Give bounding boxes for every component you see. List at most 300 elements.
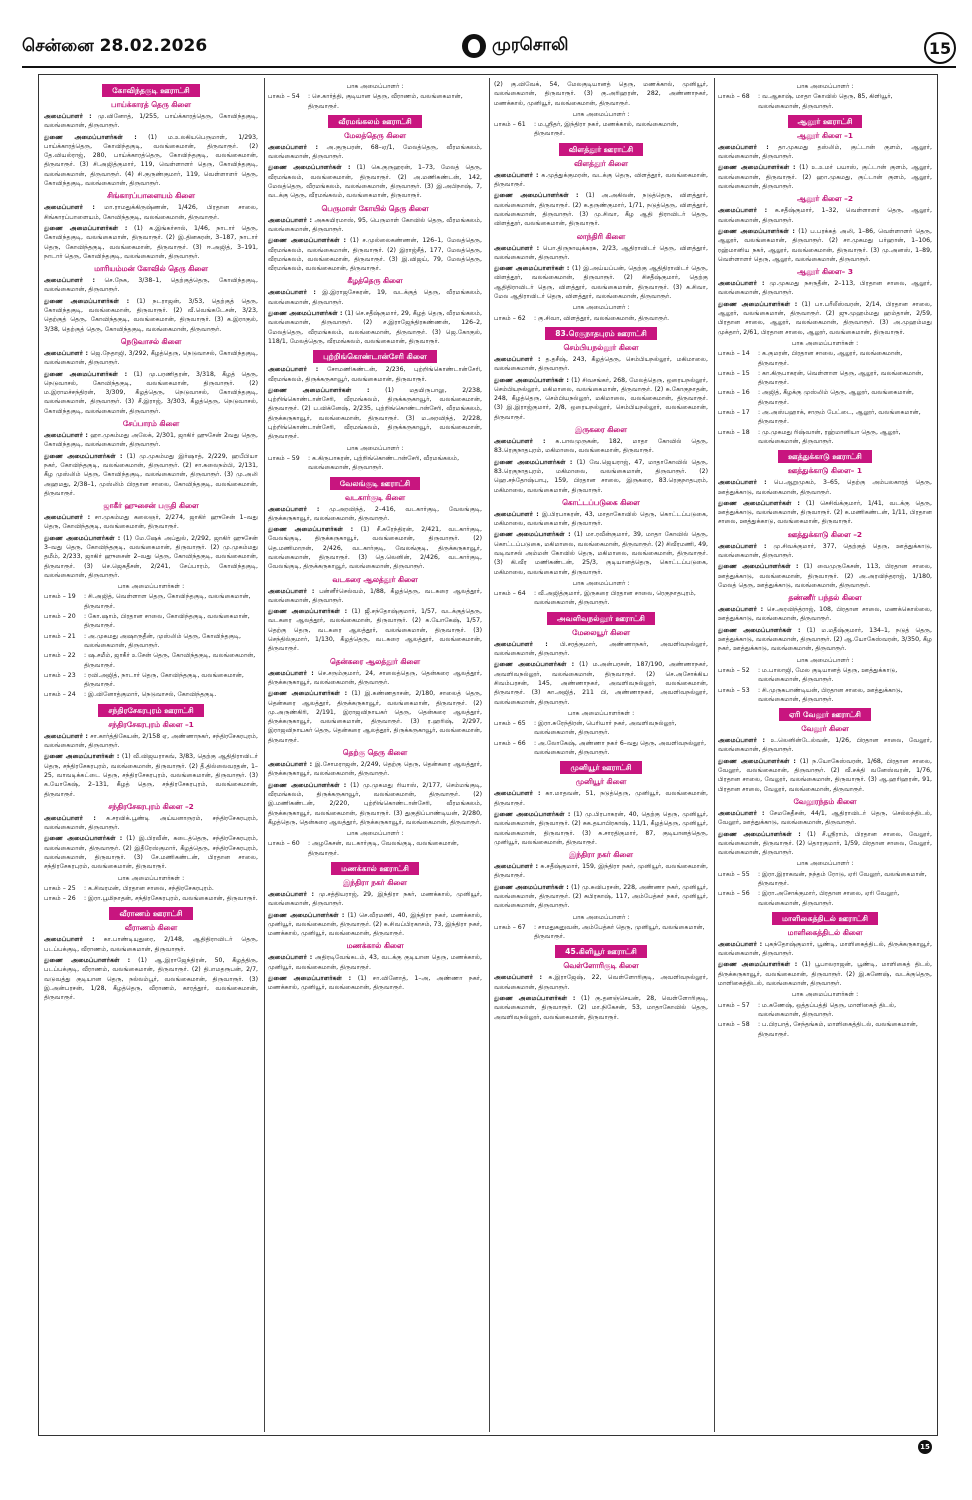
booth-number: பாகம் – 22 <box>44 652 76 660</box>
member-entry <box>494 264 708 301</box>
booth-number: பாகம் – 61 <box>494 121 526 129</box>
booth-number: பாகம் – 17 <box>718 409 750 417</box>
booth-number: பாகம் – 24 <box>44 691 76 699</box>
member-details: செ.அரவிந்த்ராஜ், 108, பிரதான சாலை, மணக்கொல்லை, ஊத்துக்காடு, வலங்கைமான், திருவாரூர். <box>718 606 932 623</box>
member-entry <box>268 953 482 972</box>
booth-agents-title: பாக அமைப்பாளர் : <box>796 656 854 664</box>
branch-heading: ஜாகீர் ஹுசைன் பகுதி கிளை <box>103 501 199 511</box>
role-label: அமைப்பாளர் : <box>494 438 556 446</box>
member-entry <box>268 386 482 442</box>
branch-heading: தென்கரை ஆலத்தூர் கிளை <box>329 656 421 666</box>
booth-entry <box>718 428 932 447</box>
role-label: அமைப்பாளர் : <box>494 640 561 648</box>
booth-entry <box>718 686 932 705</box>
role-label: அமைப்பாளர் : <box>268 366 328 374</box>
role-label: அமைப்பாளர் : <box>494 510 542 518</box>
role-label: அமைப்பாளர் : <box>44 204 105 212</box>
member-details: செ.நேசு, 3/38–1, தெற்குத்தெரு, கோவிந்தகுடி, வலங்கைமான், திருவாரூர். <box>44 277 258 294</box>
role-label: துணை அமைப்பாளர்கள் : <box>494 458 577 466</box>
role-label: அமைப்பாளர் : <box>718 542 774 550</box>
booth-agents-title: பாக அமைப்பாளர் : <box>572 579 630 587</box>
booth-entry <box>494 739 708 758</box>
booth-number: பாகம் – 18 <box>718 428 750 436</box>
role-label: துணை அமைப்பாளர்கள் : <box>268 781 351 789</box>
role-label: அமைப்பாளர் : <box>44 936 104 944</box>
branch-heading: இந்திரா நகர் கிளை <box>569 850 633 860</box>
booth-agent-details: : வ.ஆகாஷ், மாதா கோவில் தெரு, 85, கிளியூர், வலங்கைமான், திருவாரூர். <box>758 93 893 110</box>
member-entry <box>494 973 708 992</box>
branch-heading: தண்ணீர் பந்தல் கிளை <box>788 593 862 603</box>
member-details: இ.சோமராஜன், 2/249, தெற்கு தெரு, தென்கரை ஆலத்தூர், திருக்கருகாவூர், வலங்கைமான், திருவாரூர். <box>268 761 482 778</box>
member-entry <box>268 669 482 688</box>
member-details: (1) அ.அகிலன், நடுத்தெரு, விளத்தூர், வலங்கைமான், திருவாரூர். (2) க.தருண்குமார், 1/71, நடுத்தெரு, விளத்தூர், வலங்கைமான், திருவாரூர். (3) மு.சிவா, கீழ ஆதி திராவிடர் தெரு, விளத்தூர், வலங்கைமான், திருவாரூர். <box>494 192 708 228</box>
role-label: அமைப்பாளர் : <box>718 809 770 817</box>
member-entry <box>44 834 258 871</box>
booth-entry <box>44 690 258 699</box>
member-entry <box>718 499 932 527</box>
page-number-badge: 15 <box>924 32 956 64</box>
booth-number: பாகம் – 66 <box>494 739 526 747</box>
role-label: அமைப்பாளர் : <box>268 143 327 151</box>
role-label: அமைப்பாளர் : <box>44 432 91 440</box>
branch-heading: ஆலூர் கிளை –1 <box>797 130 853 140</box>
booth-agent-details: : ம.கணேஷ், ஒத்தப்பத்தி தெரு, மாளிகைத் திடல், வலங்கைமான், திருவாரூர். <box>758 1001 897 1018</box>
booth-agents-title: பாக அமைப்பாளர் : <box>346 830 404 838</box>
member-entry <box>494 994 708 1022</box>
member-entry <box>268 890 482 909</box>
member-details: க.இராஜேஷ், 22, வெள்ளோரிகுடி, அவளிவநல்லூர், வலங்கைமான், திருவாரூர். <box>494 974 708 991</box>
booth-entry <box>44 651 258 670</box>
member-details: பெ.ஆறுமுகம், 3–65, தெற்கு அம்பலகாரத் தெரு, ஊத்துக்காடு, வலங்கைமான், திருவாரூர். <box>718 479 932 496</box>
booth-entry <box>718 889 932 908</box>
member-details: (2) கு.விவேக், 54, மேலகுடியானத் தெரு, மணக்கால், முனியூர், வலங்கைமான், திருவாரூர். (3) கு.அரிஹரன், 282, அண்ணாநகர், மணக்கால், முனியூர், வலங்கைமான், திருவாரூர். <box>494 81 708 107</box>
member-details: செ.சரும்குமார், 24, சாலைத்தெரு, தென்கரை ஆலத்தூர், திருக்கருகாவூர், வலங்கைமான், திருவாரூர். <box>268 669 482 686</box>
role-label: அமைப்பாளர் : <box>494 863 541 871</box>
booth-agents-title: பாக அமைப்பாளர் : <box>572 913 630 921</box>
booth-agents-title: பாக அமைப்பாளர்கள் : <box>791 339 859 347</box>
member-entry <box>718 143 932 162</box>
booth-agents-title: பாக அமைப்பாளர் : <box>796 83 854 90</box>
booth-number: பாகம் – 21 <box>44 632 76 640</box>
branch-heading: வேலூரந்தம் கிளை <box>793 796 857 806</box>
booth-entry <box>494 314 708 323</box>
booth-number: பாகம் – 64 <box>494 590 526 598</box>
member-details: (1) பா.பரீலீஸ்வரன், 2/14, பிரதான சாலை, ஆலூர், வலங்கைமான், திருவாரூர். (2) ஜு.முஹம்மது ஹம்தான், 2/59, பிரதான சாலை, ஆலூர், வலங்கைமான், திருவாரூர். (3) அ.முஹம்மது முக்தார், 2/61, பிரதான சாலை, ஆலூர், வலங்கைமான், திருவாரூர். <box>718 300 932 336</box>
role-label: அமைப்பாளர் : <box>44 732 91 740</box>
branch-heading: நெடுவாசல் கிளை <box>120 336 182 346</box>
header-rule <box>22 66 956 68</box>
role-label: அமைப்பாளர் : <box>268 761 315 769</box>
booth-number: பாகம் – 59 <box>268 454 300 462</box>
role-label: அமைப்பாளர் : <box>718 606 767 614</box>
panchayat-heading: அவளிவநல்லூர் ஊராட்சி <box>547 612 655 625</box>
member-entry <box>44 112 258 131</box>
member-entry <box>268 288 482 307</box>
member-details: (1) கெ.குருஹரன், 1–73, மேலத் தெரு, வீரமங்கலம், வலங்கைமான், திருவாரூர். (2) அ.மணிகண்டன், 142, மேலத்தெரு, வீரமங்கலம், வலங்கைமான், திருவாரூர். (3) இ.அபிநாஷ், 7, வடக்கு தெரு, வீரமங்கலம், வலங்கைமான், திருவாரூர். <box>268 164 482 200</box>
booth-agent-details: : இரா.பூமிநாதன், சந்திரசேகரபுரம், வலங்கைமான், திருவாரூர். <box>84 895 258 903</box>
branch-heading: ஆலூர் கிளை– 3 <box>797 267 853 277</box>
role-label: துணை அமைப்பாளர்கள் : <box>44 297 137 305</box>
booth-agents-title: பாக அமைப்பாளர் : <box>346 444 404 452</box>
panchayat-heading: ஊத்துக்காடு ஊராட்சி <box>778 450 872 463</box>
member-entry <box>494 437 708 456</box>
booth-entry <box>44 632 258 651</box>
column-divider <box>264 78 265 1432</box>
member-entry <box>44 814 258 833</box>
member-details: உ.லெனின்டேல்வன், 1/26, பிரதான சாலை, வேலூர், வலங்கைமான், திருவாரூர். <box>718 737 932 754</box>
member-details: (1) இ.பிரவீன், கடைத்தெரு, சந்திரசேகரபுரம், வலங்கைமான், திருவாரூர். (2) இதீரேஸ்குமார், கீழத்தெரு, சந்திரசேகரபுரம், வலங்கைமான், திருவாரூர். (3) சே.மணிகண்டன், பிரதான சாலை, சந்திரசேகரபுரம், வலங்கைமான், திருவாரூர். <box>44 835 258 871</box>
member-entry <box>268 163 482 200</box>
member-entry <box>718 279 932 298</box>
member-details: அதிரடிவேங்கடம், 43, வடக்கு குடியான தெரு, மணக்கால், முனியூர், வலங்கைமான், திருவாரூர். <box>268 954 482 971</box>
member-entry <box>268 974 482 993</box>
member-entry <box>268 309 482 346</box>
booth-entry <box>494 719 708 738</box>
member-details: (1) செசிவ்க்குமார், 1/41, வடக்கு தெரு, ஊத்துக்காடு, வலங்கைமான், திருவாரூர். (2) க.மணிகண்டன், 1/11, பிரதான சாலை, ஊத்துக்காடு, வலங்கைமான், திருவாரூர். <box>718 499 932 526</box>
edition-date: சென்னை 28.02.2026 <box>22 36 208 56</box>
booth-agent-details: : கு.சிவா, விளத்தூர், வலங்கைமான், திருவாரூர். <box>534 314 670 322</box>
member-details: (1) ச.முல்லைகண்ணன், 126–1, மேலத்தெரு, வீரமங்கலம், வலங்கைமான், திருவாரூர். (2) இராஜ்சீத், 177, மேலத்தெரு, வீரமங்கலம், வலங்கைமான், திருவாரூர். (3) இ.விஜய், 79, மேலத்தெரு, வீரமங்கலம், வலங்கைமான், திருவாரூர். <box>268 237 482 273</box>
member-entry <box>44 349 258 368</box>
booth-agents-title: பாக அமைப்பாளர் : <box>572 110 630 118</box>
member-entry <box>718 300 932 337</box>
role-label: அமைப்பாளர் : <box>268 505 330 513</box>
booth-number: பாகம் – 55 <box>718 870 750 878</box>
booth-agent-details: : கா.கிருபாகரன், வெள்ளாள தெரு, ஆலூர், வலங்கைமான், திருவாரூர். <box>758 369 924 387</box>
member-details: (1) மே.ஷேக் அப்துல், 2/292, ஜாகிர் ஹுசேன் 3–வது தெரு, கோவிந்தகுடி, வலங்கைமான், திருவாரூர். (2) மு.முகம்மது தமீம், 2/233, ஜாகிர் ஹுசைன் 2–வது தெரு, கோவிந்தகுடி, வலங்கைமான், திருவாரூர். (3) செ.ஜெகதீசன், 2/241, சேப்பாரம், கோவிந்தகுடி, வலங்கைமான், திருவாரூர். <box>44 534 258 579</box>
booth-number: பாகம் – 26 <box>44 895 76 903</box>
member-entry <box>44 732 258 751</box>
role-label: அமைப்பாளர் : <box>268 216 315 224</box>
member-details: மு.சிவக்குமார், 377, தெற்குத் தெரு, ஊத்துக்காடு, வலங்கைமான், திருவாரூர். <box>718 542 932 559</box>
member-entry <box>494 660 708 706</box>
panchayat-heading: ஏரி வேலூர் ஊராட்சி <box>779 708 871 721</box>
role-label: அமைப்பாளர் : <box>494 244 543 252</box>
member-entry <box>268 236 482 273</box>
member-details: (1) கு.தனஞ்செயன், 28, வெள்ளோரிகுடி, வலங்கைமான், திருவாரூர். (2) மா.நிகேசன், 53, மாதாகோவில் தெரு, அவளிவநல்லூர், வலங்கைமான், திருவாரூர். <box>494 995 708 1021</box>
role-label: துணை அமைப்பாளர்கள் : <box>494 376 572 384</box>
booth-entry <box>494 923 708 942</box>
role-label: துணை அமைப்பாளர்கள் : <box>44 753 122 761</box>
member-entry <box>44 431 258 450</box>
member-details: பன்னீர்செல்வம், 1/88, கீழத்தெரு, வடகரை ஆலத்தூர், வலங்கைமான், திருவாரூர். <box>268 587 482 604</box>
member-entry <box>268 525 482 571</box>
member-details: (1) க.இங்கர்சால், 1/46, நாடார் தெரு, கோவிந்தகுடி, வலங்கைமான், திருவாரூர். (2) இ.தினகரன், 3–187, நாடார் தெரு, கோவிந்தகுடி, வலங்கைமான், திருவாரூர். (3) ஈ.அஜித், 3–191, நாடார் தெரு, கோவிந்தகுடி, வலங்கைமான், திருவாரூர். <box>44 224 258 260</box>
booth-entry <box>44 884 258 893</box>
column-divider <box>489 78 490 1432</box>
branch-heading: இருகரை கிளை <box>575 425 627 435</box>
member-details: (1) இ.அய்யப்பன், தெற்கு ஆதிதிராவிடர் தெரு, விளத்தூர், வலங்கைமான், திருவாரூர். (2) சிசதீஷ்குமார், தெற்கு ஆதிதிராவிடர் தெரு, விளத்தூர், வலங்கைமான், திருவாரூர். (3) க.சிவா, மேல ஆதிராவிடர் தெரு, விளத்தூர், வலங்கைமான், திருவாரூர். <box>494 265 708 301</box>
booth-number: பாகம் – 60 <box>268 840 300 848</box>
page-header <box>22 34 956 64</box>
member-entry <box>268 607 482 653</box>
booth-entry <box>268 839 482 858</box>
member-details: க.சரவிக்.பூண்டி அய்யனாருரம், சந்திரசேகரபுரம், வலங்கைமான், திருவாரூர். <box>44 814 258 832</box>
branch-heading: பாய்க்காரத் தெரு கிளை <box>111 100 191 109</box>
role-label: துணை அமைப்பாளர்கள் : <box>494 192 586 200</box>
member-entry <box>44 534 258 580</box>
member-details: அசுகயிரமாஸ், 95, பெருமாள் கோவில் தெரு, வீரமங்கலம், வலங்கைமான், திருவாரூர். <box>268 216 482 233</box>
booth-agent-details: : ம.ஸ்ரீதர், இந்திரா நகர், மணக்கால், வலங்கைமான், திருவாரூர். <box>534 121 679 138</box>
role-label: துணை அமைப்பாளர்கள் : <box>718 499 806 507</box>
booth-agent-details: : க.குமரன், பிரதான சாலை, ஆலூர், வலங்கைமான், திருவாரூர். <box>758 350 903 367</box>
member-entry <box>44 224 258 261</box>
role-label: துணை அமைப்பாளர்கள் : <box>268 608 352 616</box>
booth-number: பாகம் – 67 <box>494 923 526 931</box>
member-details: (1) சிவசங்கர், 268, மேலத்தெரு, ஒரையநல்லூர், செம்பியநல்லூர், மகிமாலை, வலங்கைமான், திருவாரூர். (2) சு.கோகுநாதன், 248, கீழத்தெரு, செம்பியநல்லூர், மகிமாலை, வலங்கைமான், திருவாரூர். (3) இ.இராஜ்குமார், 2/8, ஒரையநல்லூர், செம்பியநல்லூர், வலங்கைமான், திருவாரூர். <box>494 376 708 421</box>
booth-number: பாகம் – 57 <box>718 1001 750 1009</box>
booth-number: பாகம் – 14 <box>718 350 750 358</box>
booth-agent-details: : அஜித், கீழக்கு முஸ்லிம் தெரு, ஆலூர், வலங்கைமான், திருவாரூர். <box>758 389 914 406</box>
member-details: (1) மு.பிரபாகரன், 40, தெற்கு தெரு, முனியூர், வலங்கைமான், திருவாரூர். (2) சுக.தயாபிரகாஷ், 11/1, கீழத்தெரு, முனியூர், வலங்கைமான், திருவாரூர். (3) சு.சாரதிகுமார், 87, குடியானத்தெரு, முனியூர், வலங்கைமான், திருவாரூர். <box>494 810 708 846</box>
member-details: இ.இராஜசேகரன், 19, வடக்குத் தெரு, வீரமங்கலம், வலங்கைமான், திருவாரூர். <box>268 289 482 306</box>
member-details: (1) ம.உலகியபெருமாள், 1/293, பாய்க்காரத்தெரு, கோவிந்தகுடி, வலங்கைமான், திருவாரூர். (2) தே.வியல்ராஜ், 280, பாய்க்காரத்தெரு, கோவிந்தகுடி, வலங்கைமான், திருவாரூர். (3) சி.அஜித்குமார், 119, வெள்ளாளர் தெரு, கோவிந்தகுடி, வலங்கைமான், திருவாரூர். (4) சி.குருண்குமார், 119, வெள்ளாளர் தெரு, கோவிந்தகுடி, வலங்கைமான், திருவாரூர். <box>44 133 258 188</box>
member-entry <box>268 587 482 606</box>
booth-number: பாகம் – 54 <box>268 93 300 101</box>
member-details: இ.பிரபாகரன், 43, மாதாகோவில் தெரு, கொட்டப்படுகை, மகிமாலை, வலங்கைமான், திருவாரூர். <box>494 510 708 528</box>
panchayat-heading: ஆலூர் ஊராட்சி <box>788 115 863 128</box>
member-entry <box>718 227 932 264</box>
member-entry <box>718 757 932 794</box>
member-details: (1) ஜீ.சந்தோஷ்குமார், 1/57, வடக்குத்தெரு, வடகரை ஆலத்தூர், வலங்கைமான், திருவாரூர். (2) க.யோகேஷ், 1/57, தெற்கு தெரு, வடகரை ஆலத்தூர், வலங்கைமான், திருவாரூர். (3) செந்தில்குமார், 1/130, கீழத்தெரு, வடகரை ஆலத்தூர், வலங்கைமான், திருவாரூர். <box>268 608 482 653</box>
booth-agents-title: பாக அமைப்பாளர் : <box>796 860 854 868</box>
booth-entry <box>44 894 258 903</box>
member-entry <box>494 510 708 529</box>
booth-entry <box>494 589 708 608</box>
role-label: துணை அமைப்பாளர்கள் : <box>44 835 127 843</box>
member-details: சு.சதீஷ்குமார், 159, இந்திரா நகர், முனியூர், வலங்கைமான், திருவாரூர். <box>494 863 708 880</box>
brand-name: முரசொலி <box>492 35 569 55</box>
member-entry <box>44 956 258 1002</box>
member-details: சா.கார்த்திகேயன், 2/158 ஏ, அண்ணாநகர், சந்திரசேகரபுரம், வலங்கைமான், திருவாரூர். <box>44 732 258 750</box>
booth-agent-details: : அ.அஸ்பஹாக், சாரும் பேட்டை, ஆலூர், வலங்கைமான், திருவாரூர். <box>758 409 921 426</box>
booth-agent-details: : அழகேசன், வடகார்குடி, வேலங்குடி, வலங்கைமான், திருவாரூர். <box>308 840 459 857</box>
panchayat-heading: 45.கிளியூர் ஊராட்சி <box>555 945 647 958</box>
member-entry <box>494 171 708 190</box>
member-details: (1) சீ.ஸ்ரீராம், பிரதான சாலை, வேலூர், வலங்கைமான், திருவாரூர். (2) தொரகுமார், 1/59, பிரதான சாலை, வேலூர், வலங்கைமான், திருவாரூர். <box>718 830 932 857</box>
member-details: (1) உ.உமர் பயாஸ், குட்டான் குளம், ஆலூர், வலங்கைமான், திருவாரூர். (2) ஹா.முகமது, குட்டான் குளம், ஆலூர், வலங்கைமான், திருவாரூர். <box>718 164 932 191</box>
branch-heading: சிங்காரப்பாளையம் கிளை <box>107 191 195 201</box>
booth-agent-details: : இரா.சுரேந்திரன், பெரியார் நகர், அவளிவநல்லூர், வலங்கைமான், திருவாரூர். <box>534 720 677 737</box>
booth-agent-details: : இரா.இராகவன், நந்தம் ரோடு, ஏரி வேலூர், வலங்கைமான், திருவாரூர். <box>758 870 927 887</box>
booth-agents-title: பாக அமைப்பாளர்கள் : <box>567 709 635 717</box>
member-details: (1) ந.யோகேஸ்வரன், 1/68, பிரதான சாலை, வேலூர், வலங்கைமான், திருவாரூர். (2) வீ.சக்தி வனேஸ்வரன், 1/76, பிரதான சாலை, வேலூர், வலங்கைமான், திருவாரூர். (3) ஆ.ஹரிஹரன், 91, பிரதான சாலை, வேலூர், வலங்கைமான், திருவாரூர். <box>718 757 932 793</box>
member-details: கா.மாதவன், 51, நடுத்தெரு, முனியூர், வலங்கைமான், திருவாரூர். <box>494 790 708 807</box>
branch-heading: ஆலூர் கிளை –2 <box>797 194 853 204</box>
booth-entry <box>718 870 932 889</box>
branch-heading: மேலத்தெரு கிளை <box>344 130 406 140</box>
member-entry <box>718 960 932 988</box>
booth-agent-details: : இரா.அசோக்குமார், பிரதான சாலை, ஏரி வேலூர், வலங்கைமான், திருவாரூர். <box>758 890 900 907</box>
role-label: துணை அமைப்பாளர்கள் : <box>268 975 358 983</box>
role-label: அமைப்பாளர் : <box>268 289 323 297</box>
column-1 <box>44 80 258 1430</box>
role-label: அமைப்பாளர் : <box>44 514 95 522</box>
role-label: அமைப்பாளர் : <box>268 891 319 898</box>
booth-entry <box>44 612 258 631</box>
booth-agent-details: : ரவி.அஜித், நாடார் தெரு, கோவிந்தகுடி, வலங்கைமான், திருவாரூர். <box>84 671 244 689</box>
member-entry <box>44 276 258 295</box>
member-entry <box>44 203 258 222</box>
role-label: துணை அமைப்பாளர்கள் : <box>44 452 127 460</box>
role-label: துணை அமைப்பாளர்கள் : <box>494 265 573 273</box>
member-details: (1) வீ.விஜயராகவ், 3/83, தெற்கு ஆதிதிராவிடர் தெரு, சந்திரசேகரபுரம், வலங்கைமான், திருவாரூர். (2) தீ.தில்லைவரதன், 1–25, வாவடிக்கட்டை தெரு, சந்திரசேகரபுரம், வலங்கைமான், திருவாரூர். (3) க.யோகேஷ், 2–131, கீழத் தெரு, சந்திரசேகரபுரம், வலங்கைமான், திருவாரூர். <box>44 753 258 798</box>
member-entry <box>268 689 482 745</box>
member-details: சா.முகம்மது கலைஞர், 2/274, ஜாகிர் ஹுசேன் 1–வது தெரு, கோவிந்தகுடி, வலங்கைமான், திருவாரூர். <box>44 514 258 531</box>
member-details: (1) சா.வினோத், 1–அ, அண்ணா நகர், மணக்கால், முனியூர், வலங்கைமான், திருவாரூர். <box>268 975 482 992</box>
role-label: துணை அமைப்பாளர்கள் : <box>44 133 149 141</box>
role-label: துணை அமைப்பாளர்கள் : <box>268 386 386 394</box>
branch-heading: கொட்டப்படுகை கிளை <box>562 497 640 507</box>
member-entry <box>494 883 708 911</box>
booth-entry <box>494 120 708 139</box>
role-label: அமைப்பாளர் : <box>494 974 549 982</box>
booth-entry <box>718 408 932 427</box>
role-label: துணை அமைப்பாளர்கள் : <box>494 810 574 818</box>
panchayat-heading: வீரமங்கலம் ஊராட்சி <box>328 115 421 128</box>
member-details: (1) ம.மதீஷ்குமார், 134–1, நடுத் தெரு, ஊத்துக்காடு, வலங்கைமான், திருவாரூர். (2) ஆ.யோகேஸ்வரன், 3/350, கீழ நகர், ஊத்துக்காடு, வலங்கைமான், திருவாரூர். <box>718 626 932 653</box>
role-label: துணை அமைப்பாளர்கள் : <box>718 626 807 634</box>
booth-number: பாகம் – 25 <box>44 884 76 892</box>
member-details: (1) பூபாலராஜன், பூண்டி, மாளிகைத் திடல், திருக்கருகாவூர், வலங்கைமான், திருவாரூர். (2) இ.கணேஷ், வடக்குதெரு, மாளிகைத்திடல், வலங்கைமான், திருவாரூர். <box>718 961 932 988</box>
member-entry <box>268 781 482 827</box>
masthead-brand <box>462 34 569 58</box>
booth-number: பாகம் – 62 <box>494 314 526 322</box>
booth-entry <box>718 1001 932 1020</box>
booth-number: பாகம் – 20 <box>44 613 76 621</box>
member-entry <box>718 478 932 497</box>
booth-agent-details: : க.கிருபாகரன், புற்றிங்கொண்டான்சேரி, வீரமங்கலம், வலங்கைமான், திருவாரூர். <box>308 454 460 472</box>
member-details: (1) ம.அன்பரசன், 187/190, அண்ணாநகர், அவளிவநல்லூர், வலங்கைமான், திருவாரூர். (2) செ.அசோக்கிய சிவம்பரசன், 145, அண்ணாநகர், அவளிவநல்லூர், வலங்கைமான், திருவாரூர். (3) கா.அஜித், 211 பி, அண்ணாநகர், அவளிவநல்லூர், வலங்கைமான், திருவாரூர். <box>494 661 708 706</box>
member-details: (1) மா.ரவீன்குமார், 39, மாதா கோவில் தெரு, கொட்டப்படுகை, மகிமாலை, வலங்கைமான், திருவாரூர். (2) சிவீரமணி, 49, வடிவாசல் அம்மன் கோவில் தெரு, மகிமாலை, வலங்கைமான், திருவாரூர். (3) கி.வீர மணிகண்டன், 25/3, குடியானத்தெரு, கொட்டப்படுகை, மகிமாலை, வலங்கைமான், திருவாரூர். <box>494 531 708 576</box>
branch-heading: செம்பியநல்லூர் கிளை <box>563 342 639 352</box>
member-entry <box>494 862 708 881</box>
member-entry <box>494 458 708 495</box>
branch-heading: மேலையூர் கிளை <box>572 627 630 637</box>
member-details: (1) செ.சதீஷ்குமார், 29, கீழத் தெரு, வீரமங்கலம், வலங்கைமான், திருவாரூர். (2) ச.இராஜேந்திரகண்ணன், 126–2, மேலத்தெரு, வீரமங்கலம், வலங்கைமான், திருவாரூர். (3) ஜெ.கோகுல், 118/1, மேலத்தெரு, வீரமங்கலம், வலங்கைமான், திருவாரூர். <box>268 310 482 345</box>
member-entry <box>268 760 482 779</box>
branch-heading: மாரியம்மன் கோவில் தெரு கிளை <box>94 264 208 274</box>
member-details: பி.சரத்குமார், அண்ணாநகர், அவளிவநல்லூர், வலங்கைமான், திருவாரூர். <box>494 640 708 658</box>
role-label: அமைப்பாளர் : <box>494 171 542 179</box>
booth-agent-details: : செ.கார்த்தி, குடியான தெரு, வீராணம், வலங்கைமான், திருவாரூர். <box>308 93 463 110</box>
role-label: துணை அமைப்பாளர்கள் : <box>718 757 800 765</box>
member-details: (1) வே.ஜெயராஜ், 47, மாதாகோவில் தெரு, 83.ரெகுநாதபுரம், மகிமாலை, வலங்கைமான், திருவாரூர். (2) ஹெ.சந்தோஷ்பாபு, 159, பிரதான சாலை, இருகரை, 83.ரெகுநாதபுரம், மகிமாலை, வலங்கைமான், திருவாரூர். <box>494 458 708 494</box>
member-entry <box>718 206 932 225</box>
booth-entry <box>718 1020 932 1039</box>
member-entry <box>718 809 932 828</box>
sun-emblem-icon <box>462 34 486 58</box>
member-entry <box>718 830 932 858</box>
member-entry <box>44 935 258 954</box>
member-details: (1) வைமுருகேசன், 113, பிரதான சாலை, ஊத்துக்காடு, வலங்கைமான், திருவாரூர். (2) அ.அரவிந்தராஜ், 1/180, மேலத் தெரு, ஊத்துக்காடு, வலங்கைமான், திருவாரூர். <box>718 563 932 589</box>
booth-entry <box>718 369 932 388</box>
booth-number: பாகம் – 15 <box>718 369 750 377</box>
branch-heading: மணக்கால் கிளை <box>346 941 404 951</box>
member-details: மு.அரவிந்த், 2–416, வடகார்குடி, வேலங்குடி, திருக்கருகாவூர், வலங்கைமான், திருவாரூர். <box>268 505 482 522</box>
role-label: துணை அமைப்பாளர்கள் : <box>718 300 802 308</box>
member-details: மா.ராமதுக்கிருஷ்ணன், 1/426, பிரதான சாலை, சிங்காரப்பாளையம், கோவிந்தகுடி, வலங்கைமான், திருவாரூர். <box>44 204 258 221</box>
booth-agents-title: பாக அமைப்பாளர் : <box>572 304 630 312</box>
member-details: தா.முகமது தஸ்லிம், குட்டான் குளம், ஆலூர், வலங்கைமான், திருவாரூர். <box>718 143 932 161</box>
member-entry <box>718 736 932 755</box>
member-entry <box>44 370 258 416</box>
booth-entry <box>268 92 482 111</box>
member-entry <box>494 355 708 374</box>
member-details: சோமணிகண்டன், 2/236, புற்றிங்கொண்டான்சேரி, வீரமங்கலம், திருக்கருகாவூர், வலங்கைமான், திருவாரூர். <box>268 366 482 383</box>
booth-agent-details: : மு.முகமது ரிஷ்வான், ரஹ்மானியா தெரு, ஆலூர், வலங்கைமான், திருவாரூர். <box>758 428 901 445</box>
member-entry <box>718 605 932 624</box>
booth-entry <box>268 454 482 473</box>
branch-heading: ஊத்துக்காடு கிளை– 1 <box>787 466 863 476</box>
member-details: சேமகேதீசன், 44/1, ஆதிராவிடர் தெரு, செல்லந்திடல், வேலூர், ஊத்துக்காடு, வலங்கைமான், திருவாரூர். <box>718 809 932 827</box>
member-entry <box>44 133 258 189</box>
role-label: துணை அமைப்பாளர்கள் : <box>494 531 574 539</box>
booth-entry <box>718 388 932 407</box>
member-details: த.தசீஷ், 243, கீழத்தெரு, செம்பியநல்லூர், மகிமாலை, வலங்கைமான், திருவாரூர். <box>494 355 708 373</box>
role-label: துணை அமைப்பாளர்கள் : <box>494 883 572 891</box>
branch-heading: மாளிகைத்திடல் கிளை <box>787 927 863 937</box>
booth-agent-details: : சி.அஜித், வெள்ளாள தெரு, கோவிந்தகுடி, வலங்கைமான், திருவாரூர். <box>84 593 251 610</box>
member-entry <box>494 530 708 576</box>
branch-heading: வேலூர் கிளை <box>801 724 849 734</box>
member-details: க.சதீஷ்குமார், 1–32, வெள்ளாளர் தெரு, ஆலூர், வலங்கைமான், திருவாரூர். <box>718 207 932 224</box>
booth-agent-details: : கோ.ஷாம், பிரதான சாலை, கோவிந்தகுடி, வலங்கைமான், திருவாரூர். <box>84 613 250 630</box>
role-label: அமைப்பாளர் : <box>494 355 546 363</box>
role-label: அமைப்பாளர் : <box>718 737 771 745</box>
booth-agents-title: பாக அமைப்பாளர்கள் : <box>791 991 859 999</box>
panchayat-heading: வேலங்குடி ஊராட்சி <box>330 477 420 490</box>
booth-agent-details: : வீ.அஜித்குமார், இருகரை பிரதான சாலை, ரெகுநாதபுரம், வலங்கைமான், திருவாரூர். <box>534 590 696 607</box>
booth-agents-title: பாக அமைப்பாளர்கள் : <box>117 874 185 882</box>
role-label: அமைப்பாளர் : <box>718 143 779 151</box>
member-details: (1) மதயிருபாலு, 2/238, புற்றிங்கொண்டான்சேரி, வீரமங்கலம், திருக்கருகாவூர், வலங்கைமான், திருவாரூர். (2) ப.விக்னேஷ், 2/235, புற்றிங்கொண்டான்சேரி, வீரமங்கலம், திருக்கருகாவூர், வலங்கைமான், திருவாரூர். (3) ம.அரவிந்த், 2/228, புற்றிங்கொண்டான்சேரி, வீரமங்கலம், திருக்கருகாவூர், வலங்கைமான், திருவாரூர். <box>268 386 482 441</box>
member-entry <box>268 216 482 235</box>
booth-entry <box>718 349 932 368</box>
booth-number: பாகம் – 16 <box>718 389 750 397</box>
role-label: துணை அமைப்பாளர்கள் : <box>268 310 345 318</box>
role-label: துணை அமைப்பாளர்கள் : <box>268 911 348 919</box>
member-details: (1) மு.முகம்மது இர்ஷாத், 2/229, ஹபீபியா நகர், கோவிந்தகுடி, வலங்கைமான், திருவாரூர். (2) சா.கலைநம்பி, 2/131, கீழ முஸ்லிம் தெரு, கோவிந்தகுடி, வலங்கைமான், திருவாரூர். (3) மு.அலி அஹமது, 2/38–1, முஸ்லிம் பிரதான சாலை, கோவிந்தகுடி, வலங்கைமான், திருவாரூர். <box>44 452 258 497</box>
member-details: கா.பாண்டியுதுரை, 2/148, ஆதிதிராவிடர் தெரு, படப்பக்குடி, வீராணம், வலங்கைமான், திருவாரூர். <box>44 936 258 953</box>
member-entry <box>44 297 258 334</box>
branch-heading: சேப்பாரம் கிளை <box>122 419 180 429</box>
member-details: (1) நடராஜன், 3/53, தெற்குத் தெரு, கோவிந்தகுடி, வலங்கைமான், திருவாரூர். (2) வீ.வெங்கடேசன், 3/23, தெற்குத் தெரு, கோவிந்தகுடி, வலங்கைமான், திருவாரூர். (3) க.இராகுல், 3/38, தெற்குத் தெரு, கோவிந்தகுடி, வலங்கைமான், திருவாரூர். <box>44 297 258 333</box>
role-label: அமைப்பாளர் : <box>44 349 91 357</box>
role-label: துணை அமைப்பாளர்கள் : <box>44 224 135 232</box>
role-label: துணை அமைப்பாளர்கள் : <box>718 563 804 571</box>
booth-entry <box>718 666 932 685</box>
member-details: க.பாலமுருகன், 182, மாதா கோவில் தெரு, 83.ரெகுநாதபுரம், மகிமாலை, வலங்கைமான், திருவாரூர். <box>494 438 708 455</box>
role-label: துணை அமைப்பாளர்கள் : <box>44 957 139 965</box>
role-label: துணை அமைப்பாளர்கள் : <box>268 690 352 698</box>
role-label: அமைப்பாளர் : <box>718 280 770 288</box>
role-label: துணை அமைப்பாளர்கள் : <box>268 237 350 245</box>
role-label: துணை அமைப்பாளர்கள் : <box>718 830 808 838</box>
booth-agent-details: : சாமதுகனுவன், அம்பேத்கர் தெரு, முனியூர், வலங்கைமான், திருவாரூர். <box>534 923 705 941</box>
member-entry <box>268 911 482 939</box>
panchayat-heading: விளத்தூர் ஊராட்சி <box>559 143 644 156</box>
role-label: அமைப்பாளர் : <box>268 669 318 677</box>
member-entry <box>718 562 932 590</box>
footer-page-number: 15 <box>918 1440 932 1454</box>
branch-heading: வடகரை ஆலத்தூர் கிளை <box>332 574 418 584</box>
member-entry <box>44 452 258 498</box>
member-entry <box>44 752 258 798</box>
member-details: (1) இ.கண்ணதாசன், 2/180, சாலைத் தெரு, தென்கரை ஆலத்தூர், திருக்கருகாவூர், வலங்கைமான், திருவாரூர். (2) மு.அருண்கிரி, 2/191, இராஜவிநாயகர் தெரு, தென்கரை ஆலத்தூர், திருக்கருகாவூர், வலங்கைமான், திருவாரூர். (3) ர.ஹரிஷ், 2/297, இராஜவிநாயகர் தெரு, தென்கரை ஆலத்தூர், திருக்கருகாவூர், வலங்கைமான், திருவாரூர். <box>268 690 482 744</box>
member-details: க.முத்துக்குமரன், வடக்கு தெரு, விளத்தூர், வலங்கைமான், திருவாரூர். <box>494 171 708 189</box>
member-details: மு.முகமது நசருதீன், 2–113, பிரதான சாலை, ஆலூர், வலங்கைமான், திருவாரூர். <box>718 280 932 297</box>
